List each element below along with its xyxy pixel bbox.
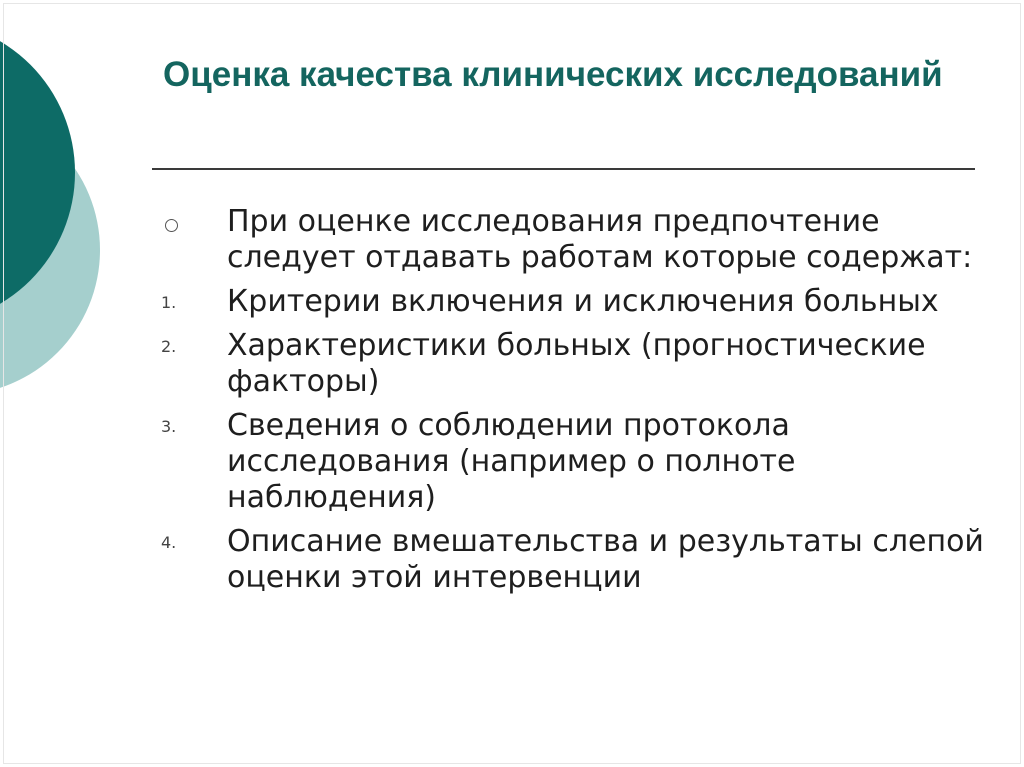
list-item [155, 284, 995, 320]
list-item [155, 408, 995, 516]
list-item-text: Характеристики больных (прогностические факторы) [227, 328, 926, 399]
list-item [155, 328, 995, 400]
title-divider [152, 168, 975, 170]
list-item [155, 524, 995, 596]
list-item-text: Описание вмешательства и результаты слепой оценки этой интервенции [227, 524, 984, 595]
list-item-text: Критерии включения и исключения больных [227, 284, 939, 319]
list-item-number: 2. [161, 337, 177, 356]
list-item-number: 3. [161, 417, 177, 436]
list-item-text: Сведения о соблюдении протокола исследования (например о полноте наблюдения) [227, 408, 796, 515]
intro-text: При оценке исследования предпочтение следует отдавать работам которые содержат: [227, 204, 973, 275]
slide-title: Оценка качества клинических исследований [163, 55, 943, 94]
list-item-number: 1. [161, 293, 177, 312]
list-item-number: 4. [161, 533, 177, 552]
intro-bullet [155, 204, 995, 276]
hollow-circle-bullet-icon [165, 219, 178, 232]
slide-body [155, 204, 995, 604]
